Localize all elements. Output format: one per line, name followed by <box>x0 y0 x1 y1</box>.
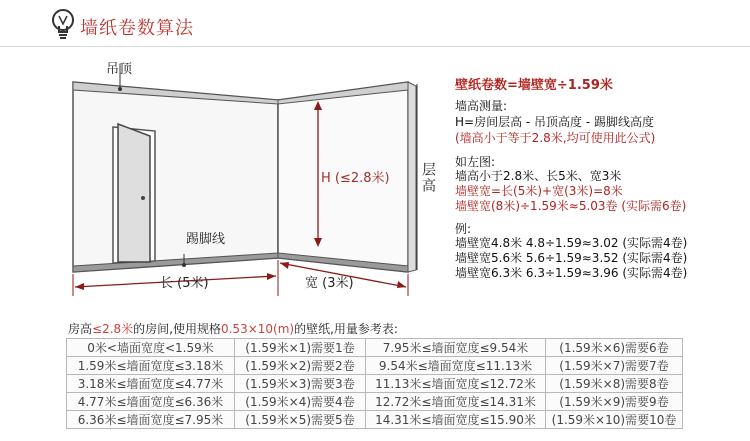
table-cell: (1.59米×2)需要2卷 <box>235 357 366 375</box>
table-cell: 9.54米≤墙面宽度≤11.13米 <box>366 357 546 375</box>
more-examples-title: 例: <box>455 222 472 236</box>
example-title: 如左图: <box>455 155 496 169</box>
more-example-2: 墙壁宽5.6米 5.6÷1.59≈3.52 (实际需4卷) <box>455 251 688 265</box>
table-cell: (1.59米×1)需要1卷 <box>235 339 366 357</box>
door-leaf <box>118 124 150 262</box>
table-row <box>67 411 683 429</box>
table-row <box>67 357 683 375</box>
table-cell: (1.59米×10)需要10卷 <box>546 411 683 429</box>
table-cell: (1.59米×7)需要7卷 <box>546 357 683 375</box>
table-cell: 7.95米≤墙面宽度≤9.54米 <box>366 339 546 357</box>
title-divider <box>0 46 750 47</box>
example-line-2: 墙壁宽=长(5米)+宽(3米)=8米 <box>455 184 623 198</box>
table-cell: (1.59米×9)需要9卷 <box>546 393 683 411</box>
table-cell: (1.59米×5)需要5卷 <box>235 411 366 429</box>
table-cell: 1.59米≤墙面宽度≤3.18米 <box>67 357 235 375</box>
table-cell: 0米<墙面宽度<1.59米 <box>67 339 235 357</box>
formula: 壁纸卷数=墙壁宽÷1.59米 <box>455 78 613 93</box>
table-cell: 12.72米≤墙面宽度≤14.31米 <box>366 393 546 411</box>
measure-note: (墙高小于等于2.8米,均可使用此公式) <box>455 131 656 145</box>
measure-line: H=房间层高 - 吊顶高度 - 踢脚线高度 <box>455 115 654 129</box>
table-cell: (1.59米×6)需要6卷 <box>546 339 683 357</box>
page-title: 墙纸卷数算法 <box>80 18 194 39</box>
more-example-1: 墙壁宽4.8米 4.8÷1.59≈3.02 (实际需4卷) <box>455 236 688 250</box>
length-label: 长 (5米) <box>160 276 209 291</box>
table-cell: 4.77米≤墙面宽度≤6.36米 <box>67 393 235 411</box>
storey-height-label: 层高 <box>420 162 436 194</box>
ceiling-label: 吊顶 <box>106 62 133 77</box>
table-cell: 14.31米≤墙面宽度≤15.90米 <box>366 411 546 429</box>
example-line-1: 墙高小于2.8米、长5米、宽3米 <box>455 169 622 183</box>
example-line-3: 墙壁宽(8米)÷1.59米≈5.03卷 (实际需6卷) <box>455 199 687 213</box>
table-caption: 房高≤2.8米的房间,使用规格0.53×10(m)的壁纸,用量参考表: <box>68 322 398 336</box>
table-cell: 3.18米≤墙面宽度≤4.77米 <box>67 375 235 393</box>
table-row <box>67 393 683 411</box>
skirting-label: 踢脚线 <box>186 232 226 247</box>
table-cell: (1.59米×8)需要8卷 <box>546 375 683 393</box>
table-cell: (1.59米×4)需要4卷 <box>235 393 366 411</box>
table-cell: 11.13米≤墙面宽度≤12.72米 <box>366 375 546 393</box>
usage-table <box>66 338 683 429</box>
table-cell: (1.59米×3)需要3卷 <box>235 375 366 393</box>
width-label: 宽 (3米) <box>305 276 354 291</box>
table-cell: 6.36米≤墙面宽度≤7.95米 <box>67 411 235 429</box>
lightbulb-icon <box>50 8 76 42</box>
long-wall <box>73 82 278 272</box>
table-row <box>67 339 683 357</box>
measure-title: 墙高测量: <box>455 99 508 113</box>
height-label: H (≤2.8米) <box>321 171 390 186</box>
more-example-3: 墙壁宽6.3米 6.3÷1.59≈3.96 (实际需4卷) <box>455 266 688 280</box>
table-row <box>67 375 683 393</box>
